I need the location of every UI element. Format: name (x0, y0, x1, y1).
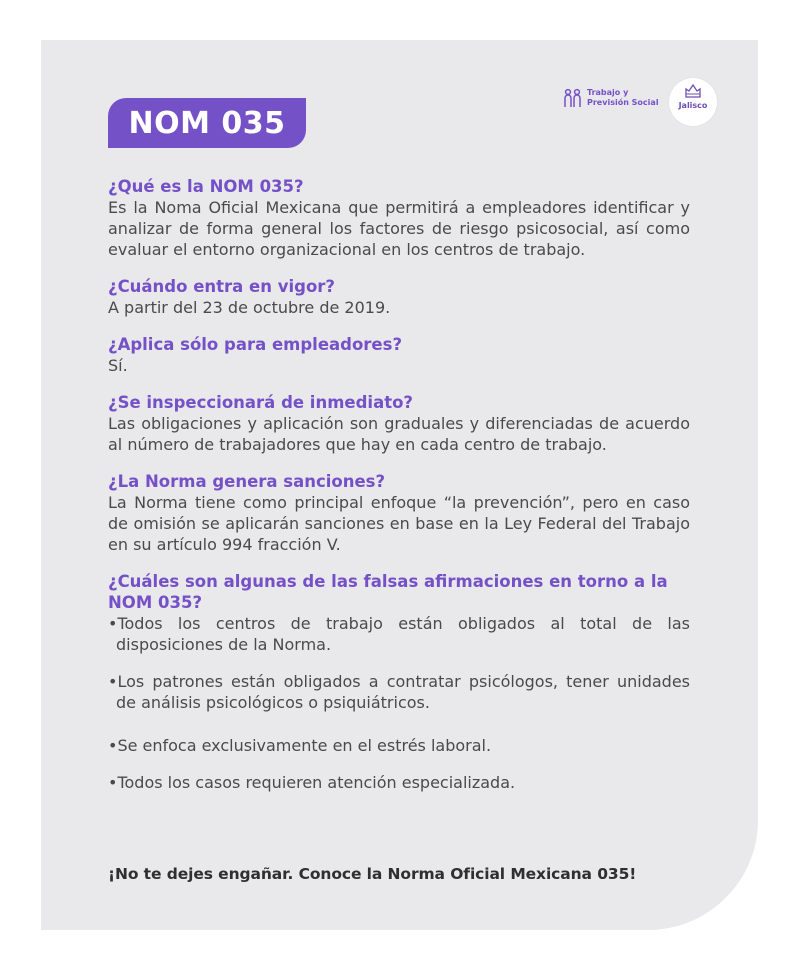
faq-answer: Es la Noma Oficial Mexicana que permitirá a empleadores identificar y analizar de forma general los factores de riesgo psicosocial, así como evaluar el entorno organizacional en los centros de trabajo. (108, 198, 690, 259)
seal-text: Jalisco (678, 101, 708, 110)
list-item: •Se enfoca exclusivamente en el estrés laboral. (108, 736, 492, 755)
list-item: •Todos los centros de trabajo están obligados al total de las disposiciones de la Norma. (108, 614, 690, 654)
list-item: •Los patrones están obligados a contratar psicólogos, tener unidades de análisis psicológicos o psiquiátricos. (108, 672, 690, 712)
faq-question: ¿Qué es la NOM 035? (108, 177, 304, 196)
faq-item (108, 334, 690, 376)
faq-item (108, 392, 690, 455)
faq-item (108, 471, 690, 555)
faq-answer: Las obligaciones y aplicación son graduales y diferenciadas de acuerdo al número de trabajadores que hay en cada centro de trabajo. (108, 414, 690, 454)
footer-callout: ¡No te dejes engañar. Conoce la Norma Oficial Mexicana 035! (108, 865, 637, 883)
title-banner (108, 98, 306, 148)
myths-list (108, 613, 690, 793)
faq-question: ¿Se inspeccionará de inmediato? (108, 393, 413, 412)
myths-question: ¿Cuáles son algunas de las falsas afirmaciones en torno a la NOM 035? (108, 572, 668, 612)
header-logos (563, 78, 723, 126)
page-title: NOM 035 (128, 105, 286, 141)
faq-question: ¿La Norma genera sanciones? (108, 472, 386, 491)
faq-answer: La Norma tiene como principal enfoque “la prevención”, pero en caso de omisión se aplicarán sanciones en base en la Ley Federal del Trabajo en su artículo 994 fracción V. (108, 493, 690, 554)
department-line2: Previsión Social (587, 98, 659, 107)
faq-question: ¿Cuándo entra en vigor? (108, 277, 335, 296)
department-line1: Trabajo y (587, 88, 629, 97)
faq-answer: A partir del 23 de octubre de 2019. (108, 298, 391, 317)
faq-answer: Sí. (108, 356, 128, 375)
people-icon (563, 88, 583, 108)
list-item: •Todos los casos requieren atención especializada. (108, 773, 516, 792)
faq-item (108, 276, 690, 318)
department-name (587, 88, 667, 108)
faq-item (108, 176, 690, 260)
faq-question: ¿Aplica sólo para empleadores? (108, 335, 403, 354)
jalisco-seal-icon (683, 83, 703, 99)
jalisco-seal (669, 78, 717, 126)
myths-section (108, 571, 690, 793)
faq-content (108, 176, 690, 809)
